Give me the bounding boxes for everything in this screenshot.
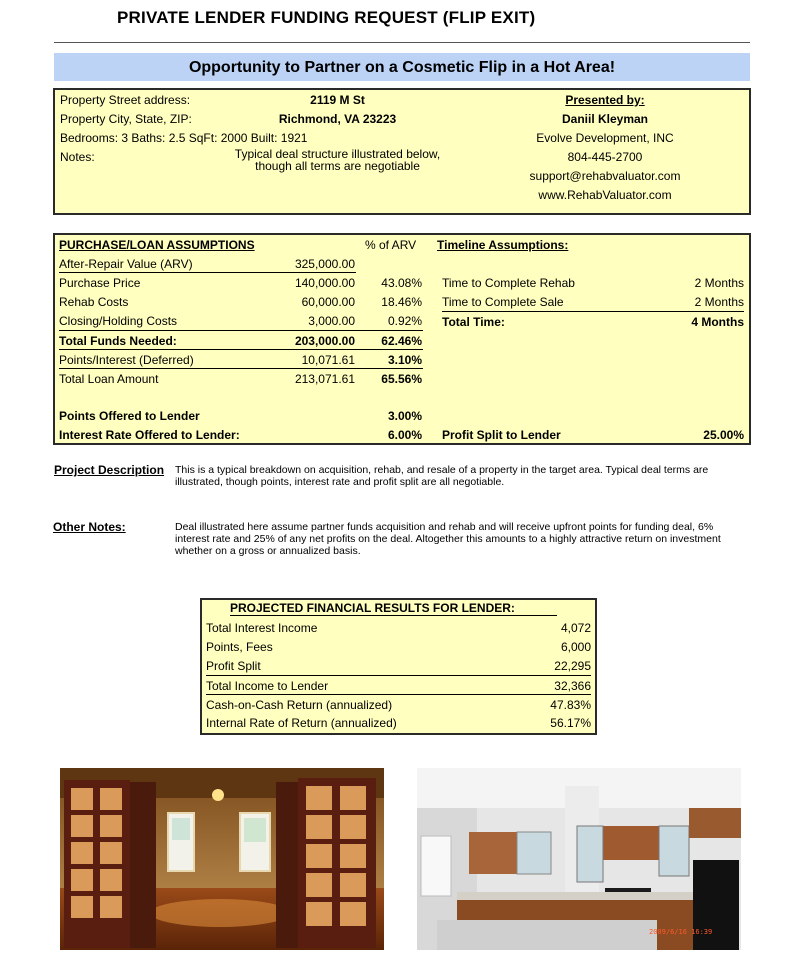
company-name: Evolve Development, INC (536, 131, 674, 145)
property-details: Bedrooms: 3 Baths: 2.5 SqFt: 2000 Built: 1921 (60, 131, 308, 145)
presenter-name: Daniil Kleyman (561, 112, 649, 126)
interest-rate-label: Interest Rate Offered to Lender: (59, 428, 240, 442)
notes-line-1: Typical deal structure illustrated below, (234, 147, 441, 161)
lender-results-box (200, 598, 597, 735)
cash-on-cash-value: 47.83% (550, 698, 591, 712)
interest-rate-value: 6.00% (387, 428, 422, 442)
city-value: Richmond, VA 23223 (278, 112, 397, 126)
loan-overline (59, 368, 423, 369)
irr-label: Internal Rate of Return (annualized) (206, 716, 397, 730)
notes-line-2: though all terms are negotiable (255, 159, 420, 173)
results-heading-underline (230, 615, 557, 616)
other-notes-label: Other Notes: (53, 520, 126, 534)
page-title: PRIVATE LENDER FUNDING REQUEST (FLIP EXIT) (117, 8, 536, 27)
profit-split-result-value: 22,295 (554, 659, 591, 673)
rehab-time-value: 2 Months (694, 276, 744, 290)
assumptions-box (53, 233, 751, 445)
presented-by-label: Presented by: (565, 93, 645, 107)
purchase-price-label: Purchase Price (59, 276, 141, 290)
kitchen-photo (417, 768, 741, 950)
points-offered-label: Points Offered to Lender (59, 409, 200, 423)
property-info-box (53, 88, 751, 215)
street-label: Property Street address: (60, 93, 191, 107)
total-income-label: Total Income to Lender (206, 679, 329, 693)
purchase-price-pct: 43.08% (381, 276, 422, 290)
points-interest-label: Points/Interest (Deferred) (59, 353, 194, 367)
results-heading: PROJECTED FINANCIAL RESULTS FOR LENDER: (230, 601, 515, 615)
rehab-time-label: Time to Complete Rehab (442, 276, 575, 290)
total-loan-value: 213,071.61 (294, 372, 355, 386)
profit-split-value: 25.00% (703, 428, 744, 442)
points-interest-value: 10,071.61 (301, 353, 355, 367)
results-total-overline (206, 675, 591, 676)
points-fees-value: 6,000 (560, 640, 591, 654)
timeline-heading: Timeline Assumptions: (437, 238, 569, 252)
interior-room-image (60, 768, 384, 950)
arv-value: 325,000.00 (294, 257, 355, 271)
notes-label: Notes: (60, 150, 95, 164)
purchase-price-value: 140,000.00 (294, 276, 355, 290)
interior-room-photo (60, 768, 384, 950)
closing-costs-pct: 0.92% (387, 314, 422, 328)
closing-costs-value: 3,000.00 (308, 314, 355, 328)
total-funds-pct: 62.46% (381, 334, 422, 348)
total-loan-pct: 65.56% (381, 372, 422, 386)
city-label: Property City, State, ZIP: (60, 112, 192, 126)
website-link[interactable]: www.RehabValuator.com (538, 188, 672, 202)
project-description-label: Project Description (54, 463, 165, 477)
profit-split-label: Profit Split to Lender (442, 428, 561, 442)
other-notes-text: Deal illustrated here assume partner funds acquisition and rehab and will receive upfront points for funding deal, 6% interest rate and 25% of any net profits on the deal. Altogether this amounts to a highly attractive return on investment whether on a gross or annualized basis. (175, 521, 721, 557)
funds-overline (59, 330, 423, 331)
sale-time-label: Time to Complete Sale (442, 295, 564, 309)
street-value: 2119 M St (310, 93, 365, 107)
total-funds-label: Total Funds Needed: (59, 334, 177, 348)
rehab-costs-pct: 18.46% (381, 295, 422, 309)
total-loan-label: Total Loan Amount (59, 372, 159, 386)
arv-underline (59, 272, 356, 273)
notes-text (215, 148, 460, 172)
rehab-costs-value: 60,000.00 (301, 295, 355, 309)
phone-number: 804-445-2700 (567, 150, 643, 164)
points-interest-pct: 3.10% (387, 353, 422, 367)
points-offered-value: 3.00% (387, 409, 422, 423)
kitchen-image (417, 768, 741, 950)
cash-on-cash-label: Cash-on-Cash Return (annualized) (206, 698, 393, 712)
total-funds-value: 203,000.00 (294, 334, 355, 348)
project-description-text: This is a typical breakdown on acquisition, rehab, and resale of a property in the target area. Typical deal terms are illustrated, though points, interest rate and profit split are all negotiable. (175, 464, 709, 488)
rehab-costs-label: Rehab Costs (59, 295, 129, 309)
points-fees-label: Points, Fees (206, 640, 273, 654)
total-time-value: 4 Months (691, 315, 744, 329)
closing-costs-label: Closing/Holding Costs (59, 314, 178, 328)
interest-income-label: Total Interest Income (206, 621, 318, 635)
sale-time-value: 2 Months (694, 295, 744, 309)
email-link[interactable]: support@rehabvaluator.com (529, 169, 681, 183)
total-income-value: 32,366 (554, 679, 591, 693)
headline-banner: Opportunity to Partner on a Cosmetic Flip in a Hot Area! (54, 53, 750, 81)
total-time-label: Total Time: (442, 315, 505, 329)
interest-income-value: 4,072 (560, 621, 591, 635)
results-total-underline (206, 694, 591, 695)
photo-timestamp: 2009/6/16 16:39 (649, 928, 713, 936)
timeline-total-line (442, 311, 744, 312)
pct-arv-heading: % of ARV (365, 238, 417, 252)
profit-split-result-label: Profit Split (206, 659, 261, 673)
purchase-loan-heading: PURCHASE/LOAN ASSUMPTIONS (59, 238, 255, 252)
arv-label: After-Repair Value (ARV) (59, 257, 193, 271)
irr-value: 56.17% (550, 716, 591, 730)
funds-underline (59, 349, 423, 350)
header-divider (54, 42, 750, 43)
